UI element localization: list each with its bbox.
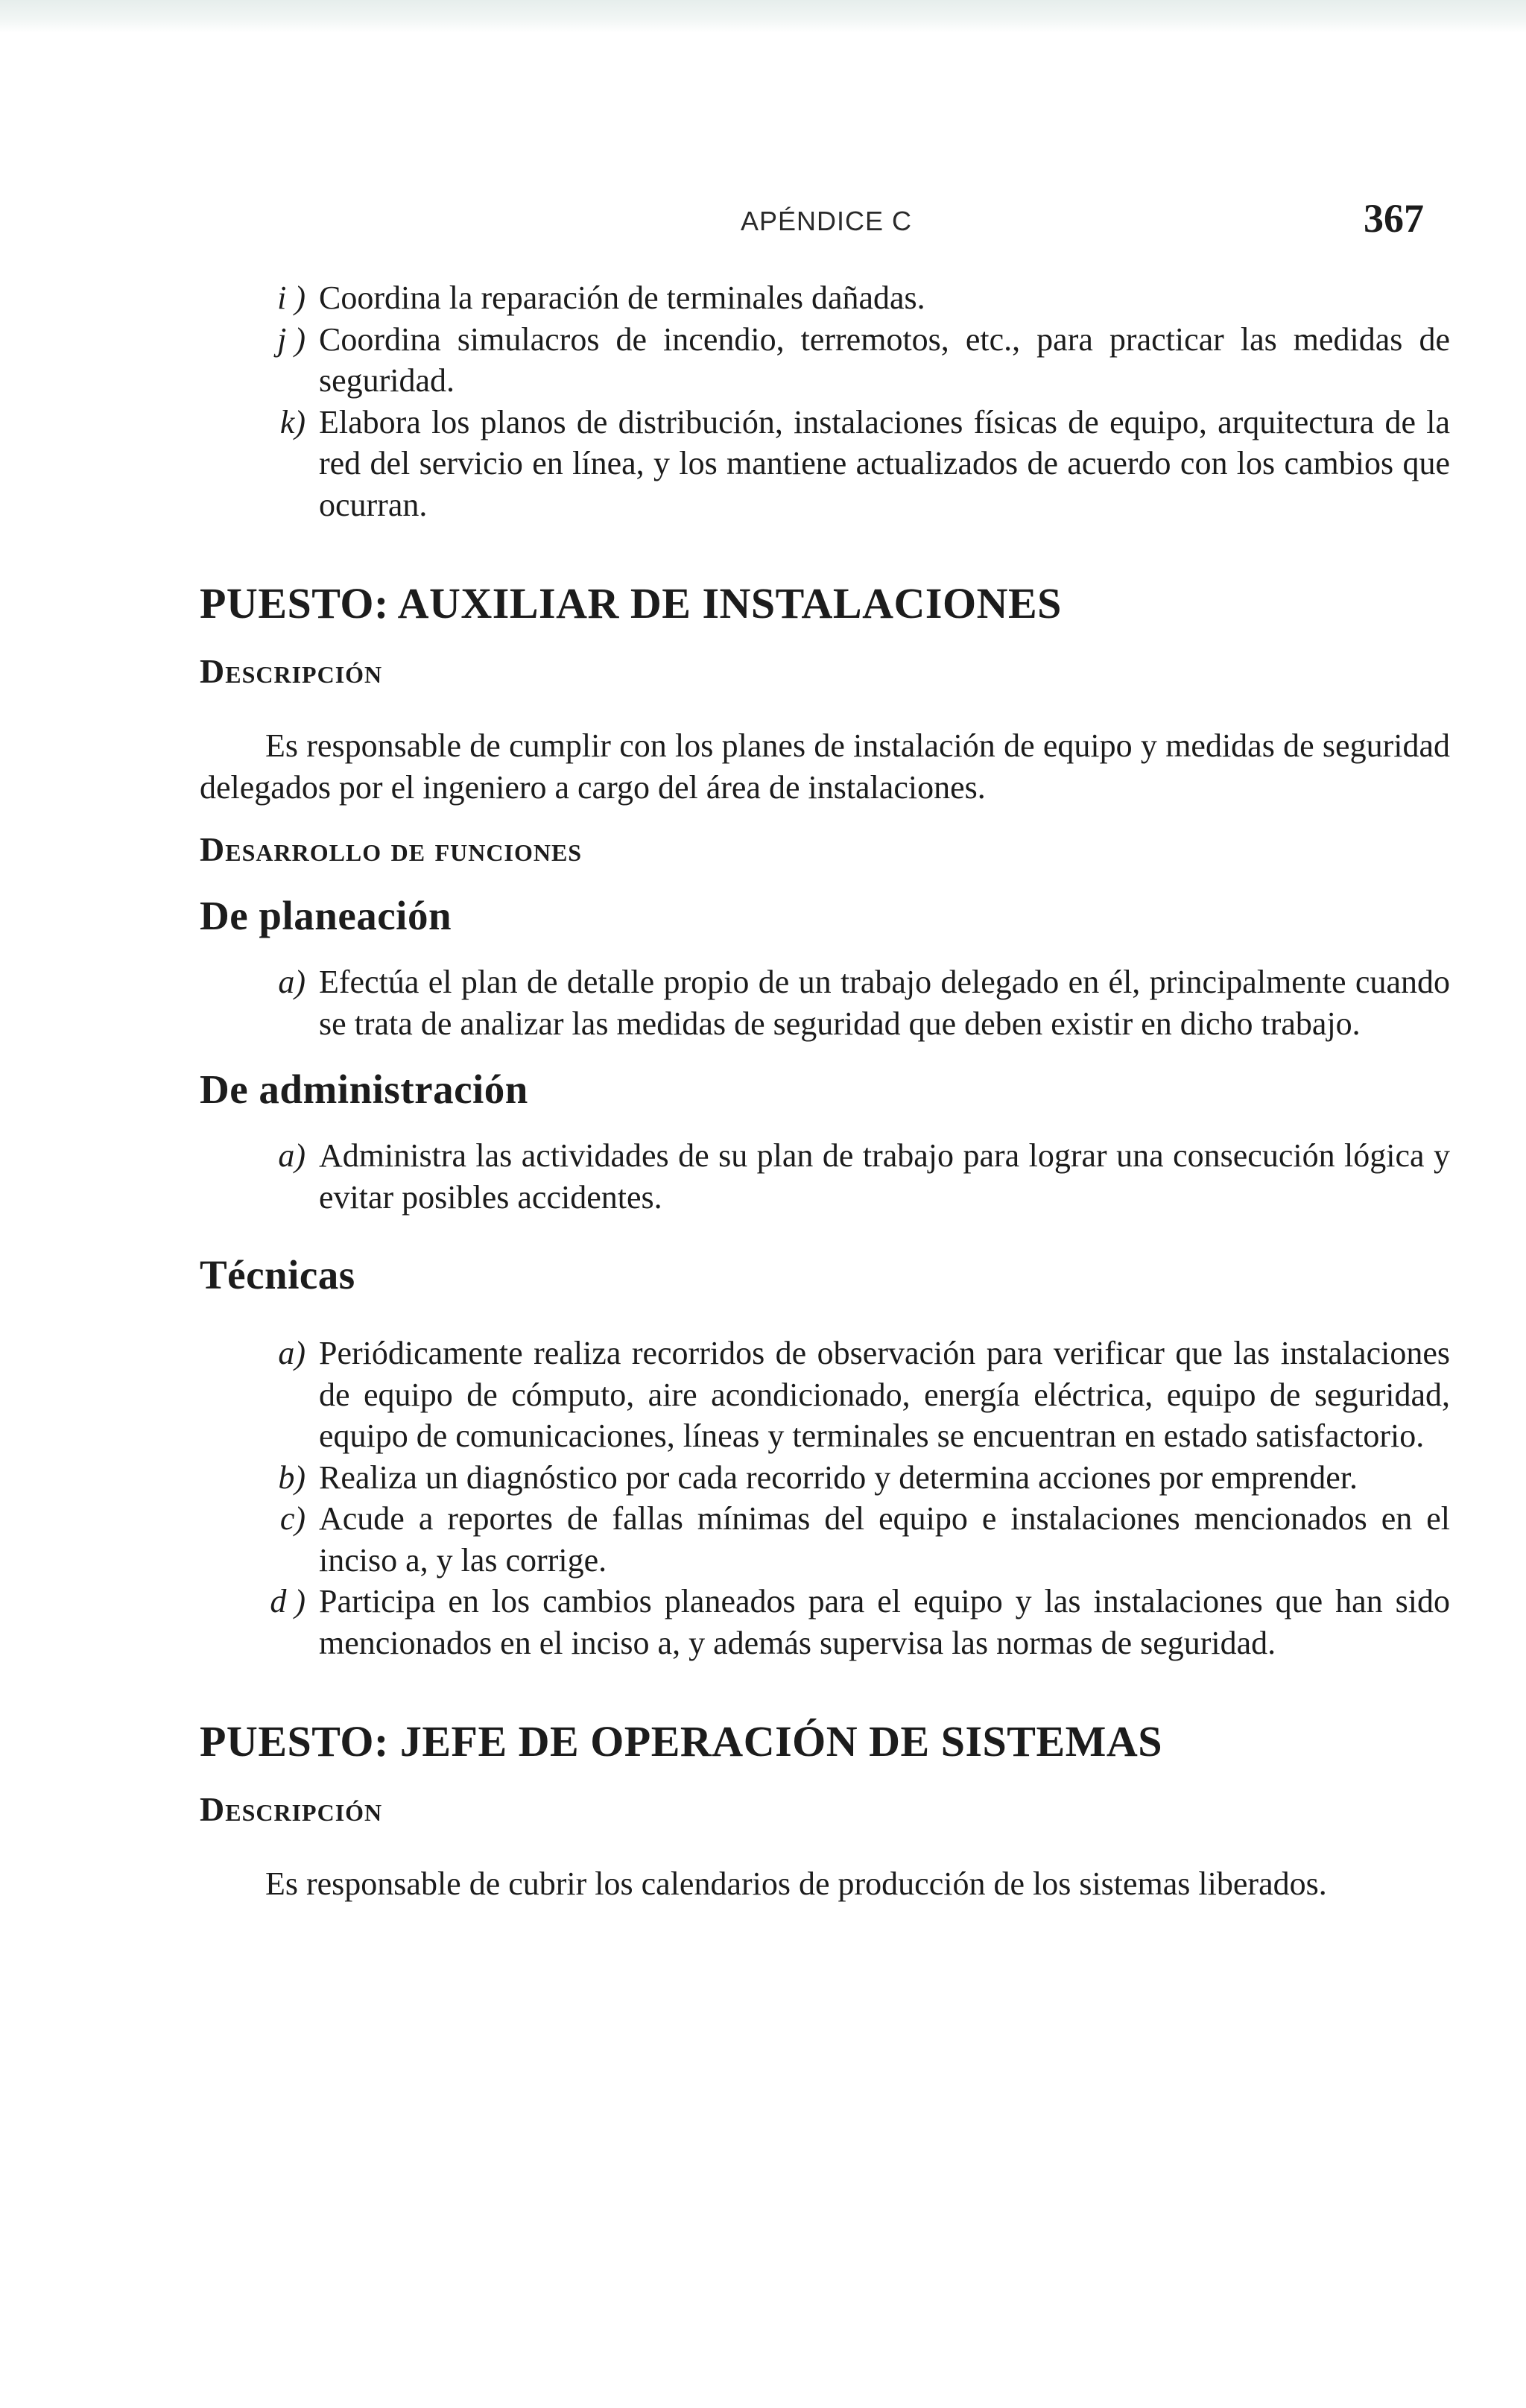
item-text: Coordina simulacros de incendio, terremotos, etc., para practicar las medidas de seguridad. <box>319 320 1450 399</box>
item-text: Elabora los planos de distribución, instalaciones físicas de equipo, arquitectura de la red del servicio en línea, y los mantiene actualizados de acuerdo con los cambios que ocurran. <box>319 403 1450 523</box>
item-marker: k) <box>279 403 305 440</box>
descripcion-paragraph: Es responsable de cumplir con los planes de instalación de equipo y medidas de seguridad delegados por el ingeniero a cargo del área de instalaciones. <box>200 727 1450 806</box>
item-marker: j ) <box>277 320 305 358</box>
item-text: Realiza un diagnóstico por cada recorrido y determina acciones por emprender. <box>319 1459 1358 1496</box>
item-text: Periódicamente realiza recorridos de observación para verificar que las instalaciones de equipo de cómputo, aire acondicionado, energía eléctrica, equipo de seguridad, equipo de comunicaciones, líneas y terminales se encuentran en estado satisfactorio. <box>319 1335 1450 1454</box>
item-text: Efectúa el plan de detalle propio de un trabajo delegado en él, principalmente cuando se trata de analizar las medidas de seguridad que deben existir en dicho trabajo. <box>319 964 1450 1042</box>
item-marker: b) <box>278 1459 305 1496</box>
administracion-heading: De administración <box>200 1066 528 1112</box>
tecnicas-heading: Técnicas <box>200 1252 355 1298</box>
page-content <box>200 277 1450 1905</box>
item-text: Participa en los cambios planeados para el equipo y las instalaciones que han sido mencionados en el inciso a, y además supervisa las normas de seguridad. <box>319 1583 1450 1661</box>
list-item <box>200 319 1450 402</box>
list-item <box>200 1457 1450 1499</box>
funciones-label: Desarrollo de funciones <box>200 830 583 868</box>
list-item <box>200 1135 1450 1218</box>
planeacion-heading: De planeación <box>200 893 452 938</box>
item-marker: i ) <box>277 279 305 316</box>
list-item <box>200 277 1450 319</box>
list-item <box>200 1498 1450 1581</box>
item-marker: c) <box>279 1500 305 1537</box>
item-text: Acude a reportes de fallas mínimas del equipo e instalaciones mencionados en el inciso a, y las corrige. <box>319 1500 1450 1579</box>
item-marker: a) <box>278 964 305 1000</box>
item-text: Administra las actividades de su plan de trabajo para lograr una consecución lógica y evitar posibles accidentes. <box>319 1137 1450 1216</box>
job-title-jefe-operacion: PUESTO: JEFE DE OPERACIÓN DE SISTEMAS <box>200 1717 1163 1766</box>
descripcion-paragraph: Es responsable de cubrir los calendarios de producción de los sistemas liberados. <box>265 1865 1327 1902</box>
scan-top-edge <box>0 0 1526 33</box>
list-item <box>200 1581 1450 1663</box>
descripcion-label: Descripción <box>200 652 383 690</box>
list-item <box>200 402 1450 526</box>
item-marker: d ) <box>270 1583 305 1619</box>
page-number: 367 <box>1364 196 1424 241</box>
descripcion-label: Descripción <box>200 1790 383 1828</box>
list-item <box>200 961 1450 1044</box>
item-marker: a) <box>278 1335 305 1371</box>
item-text: Coordina la reparación de terminales dañadas. <box>319 279 925 316</box>
running-head-title: APÉNDICE C <box>741 206 913 236</box>
list-item <box>200 1333 1450 1457</box>
job-title-auxiliar: PUESTO: AUXILIAR DE INSTALACIONES <box>200 579 1062 628</box>
running-head <box>0 195 1526 255</box>
item-marker: a) <box>278 1137 305 1174</box>
